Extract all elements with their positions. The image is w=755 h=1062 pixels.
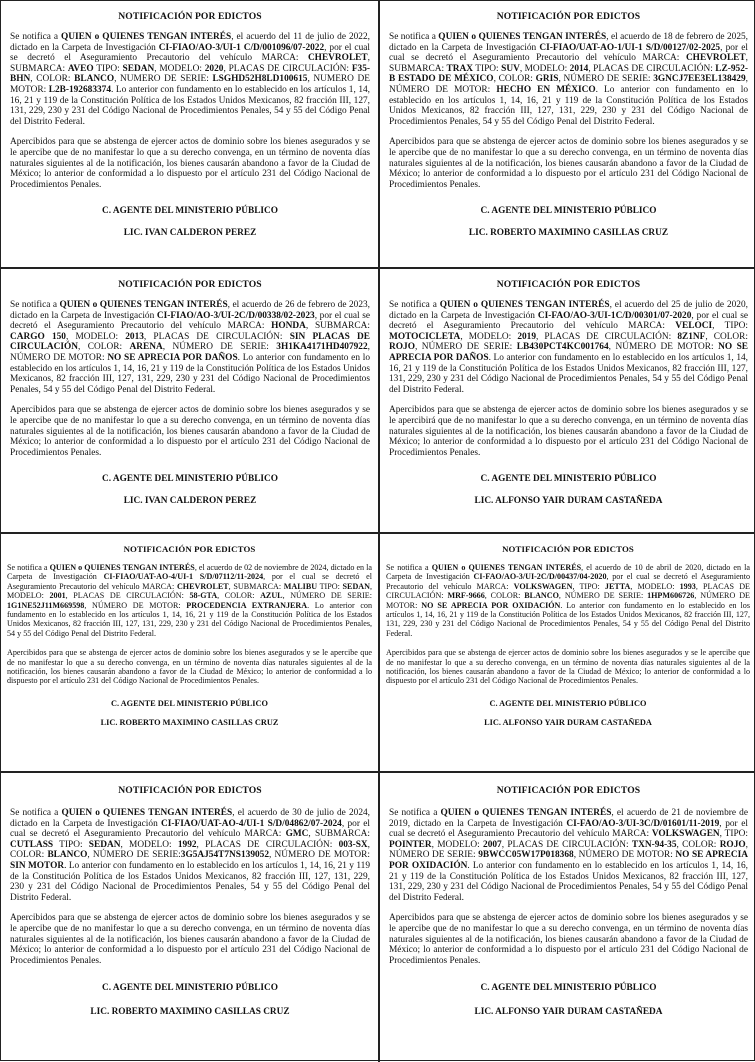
notice-text-run: , el acuerdo de 02 de noviembre de 2024, dictado en la Carpeta de Investigación (7, 563, 372, 582)
notice-text-run: , el acuerdo del 25 de julio de 2020, dictado en la Carpeta de Investigación (389, 300, 748, 321)
vehicle-color: BLANCO (47, 850, 88, 861)
notice-paragraph-1 (10, 808, 370, 903)
case-number: CI-FIAO/AO-3/UI-1 C/D/001096/07-2022 (158, 42, 325, 53)
notice-text-run: , COLOR: (30, 74, 75, 85)
vehicle-make: CHEVROLET (307, 53, 368, 64)
vehicle-color: GRIS (535, 74, 559, 85)
agent-title: C. AGENTE DEL MINISTERIO PÚBLICO (480, 206, 657, 217)
vehicle-engine: L2B-192683374 (48, 84, 112, 95)
notice-title: NOTIFICACIÓN POR EDICTOS (496, 279, 641, 290)
signer-name: LIC. ALFONSO YAIR DURAM CASTAÑEDA (474, 496, 663, 507)
notice-paragraph-1 (386, 563, 750, 638)
notice-text-run: , SUBMARCA: (389, 53, 748, 74)
notice-text-run: , SUBMARCA: (10, 53, 370, 74)
vehicle-plates: MRF-9666 (447, 591, 485, 601)
notice-text-run: , SUBMARCA: (308, 829, 370, 840)
notice-title: NOTIFICACIÓN POR EDICTOS (118, 11, 262, 22)
vehicle-make: HONDA (271, 321, 306, 332)
notice-text-run: , NÚMERO DE SERIE: (87, 850, 181, 861)
notice-text-run: , NÚMERO DE MOTOR: (386, 591, 750, 610)
notice-text-run: Se notifica a (389, 300, 440, 310)
vehicle-serial: LB430PCT4KC001764 (516, 342, 609, 353)
notice-text-run: , NÚMERO DE SERIE: (558, 74, 654, 85)
notice-text-run: , PLACAS DE CIRCULACIÓN: (196, 839, 339, 850)
notice-text-run: Se notifica a (7, 563, 50, 572)
notice-text-run: , por el cual se decretó el Aseguramiento Precautorio del vehículo MARCA: (389, 42, 748, 64)
notice-paragraph-2: Apercibidos para que se abstenga de ejercer actos de dominio sobre los bienes asegurados y se le apercibirá que de no manifestar lo que a su derecho convenga, en un término de noventa días naturales siguientes al de la notificación, los bienes causarán abandono a favor de la Ciudad de México; lo anterior de conformidad a lo dispuesto por el artículo 231 del Código Nacional de Procedimientos Penales. (389, 405, 748, 458)
notice-text-run: , NÚMERO DE MOTOR: (269, 850, 370, 861)
notice-text-run: . Lo anterior con fundamento en lo establecido en los artículos 1, 14, 16, 21 y 119 de la Constitución Política de los Estados Unidos Mexicanos, 82 fracción III, 127, 131, 229, 230 y 231 del Código Nacional de Procedimientos Penales, 54 y 55 del Código Penal del Distrito Federal. (10, 352, 370, 395)
vehicle-color: BLANCO (524, 591, 559, 601)
notice-text-run: . Lo anterior con fundamento en lo establecido en los artículos 1, 14, 16, 21 y 119 de la Constitución Política de los Estados Unidos Mexicanos, 82 fracción III, 127, 131, 229, 230 y 231 del Código Nacional de Procedimientos Penales, 54 y 55 del Código Penal del Distrito Federal. (10, 84, 371, 127)
notice-text-run: , NÚMERO DE SERIE: (414, 342, 517, 353)
notice-paragraph-2: Apercibidos para que se abstenga de ejercer actos de dominio sobre los bienes asegurados y se le apercibe que de no manifestar lo que a su derecho convenga, en un término de noventa días naturales siguientes al de la notificación, los bienes causarán abandono a favor de la Ciudad de México; lo anterior de conformidad a lo dispuesto por el artículo 231 del Código Nacional de Procedimientos Penales. (386, 648, 750, 686)
case-number: CI-FIAO/UAT-AO-4/UI-1 S/D/07112/11-2024 (103, 572, 264, 582)
vehicle-color: BLANCO (74, 74, 115, 85)
vehicle-type: SUV (501, 63, 520, 74)
vehicle-submake: AVEO (67, 63, 94, 74)
interested-parties: QUIEN o QUIENES TENGAN INTERÉS (61, 808, 233, 818)
notice-title: NOTIFICACIÓN POR EDICTOS (496, 785, 641, 796)
notice-text-run: , el acuerdo de 30 de julio de 2024, dictado en la Carpeta de Investigación (10, 808, 370, 829)
interested-parties: QUIEN o QUIENES TENGAN INTERÉS (59, 300, 228, 310)
vehicle-engine: NO SE APRECIA POR DAÑOS (107, 352, 238, 363)
notice-text-run: , MODELO: (120, 839, 178, 850)
vehicle-model-year: 2020 (204, 63, 224, 74)
notice-paragraph-2: Apercibidos para que se abstenga de ejercer actos de dominio sobre los bienes asegurados y se le apercibe que de no manifestar lo que a su derecho convenga, en un término de noventa días naturales siguientes al de la notificación, los bienes causarán abandono a favor de la Ciudad de México; lo anterior de conformidad a lo dispuesto por el artículo 231 del Código Nacional de Procedimientos Penales. (10, 405, 370, 458)
notice-text-run: , por el cual se decretó el Aseguramiento Precautorio del vehículo MARCA: (386, 572, 750, 591)
notice-text-run: , PLACAS DE CIRCULACIÓN: (386, 581, 750, 601)
agent-title: C. AGENTE DEL MINISTERIO PÚBLICO (480, 983, 657, 994)
notice-8 (378, 771, 755, 1062)
interested-parties: QUIEN o QUIENES TENGAN INTERÉS (439, 300, 610, 310)
notice-text-run: , PLACAS DE CIRCULACIÓN: (143, 331, 290, 342)
vehicle-plates: LZ-952-B ESTADO DE MÉXICO (389, 63, 748, 85)
notice-text-run: , COLOR: (78, 342, 130, 353)
vehicle-submake: CUTLASS (10, 839, 54, 850)
vehicle-type: SEDAN (342, 581, 370, 591)
vehicle-engine: HECHO EN MÉXICO (496, 84, 596, 95)
notice-text-run: , el acuerdo del 11 de julio de 2022, dictado en la Carpeta de Investigación (10, 32, 370, 53)
agent-title: C. AGENTE DEL MINISTERIO PÚBLICO (489, 698, 647, 708)
case-number: CI-FIAO/AO-3/UI-2C/D/00338/02-2023 (156, 310, 315, 321)
vehicle-serial: 1HPM606726 (647, 591, 695, 601)
notice-text-run: , NÚMERO DE SERIE: (282, 591, 372, 601)
vehicle-color: ROJO (389, 342, 415, 353)
notice-paragraph-2: Apercibidos para que se abstenga de ejercer actos de dominio sobre los bienes asegurados y se le apercibe que de no manifestar lo que a su derecho convenga, en un término de noventa días naturales siguientes al de la notificación, los bienes causarán abandono a favor de la Ciudad de México; lo anterior de conformidad a lo dispuesto por el artículo 231 del Código Nacional de Procedimientos Penales. (7, 648, 372, 686)
vehicle-make: CHEVROLET (176, 581, 229, 591)
case-number: CI-FIAO/UAT-AO-4/UI-1 S/D/04862/07-2024 (161, 818, 342, 829)
notice-2 (378, 1, 755, 267)
vehicle-make: CHEVROLET (685, 53, 746, 64)
notice-paragraph-1 (389, 808, 748, 903)
notice-paragraph-2: Apercibidos para que se abstenga de ejercer actos de dominio sobre los bienes asegurados y se le apercibe que de no manifestar lo que a su derecho convenga, en un término de noventa días naturales siguientes al de la notificación, los bienes causarán abandono a favor de la Ciudad de México; lo anterior de conformidad a lo dispuesto por el artículo 231 del Código Nacional de Procedimientos Penales. (389, 137, 748, 190)
notice-text-run: , COLOR: (705, 331, 748, 342)
notice-text-run: . Lo anterior con fundamento en lo establecido en los artículos 1, 14, 16, 21 y 119 de la Constitución Política de los Estados Unidos Mexicanos, 82 fracción III, 127, 131, 229, 230 y 231 del Código Nacional de Procedimientos Penales, 54 y 55 del Código Penal del Distrito Federal. (389, 352, 749, 395)
notice-text-run: , COLOR: (10, 839, 370, 861)
notice-4 (378, 267, 755, 532)
vehicle-type: MOTOCICLETA (389, 331, 461, 342)
notice-text-run: , el acuerdo de 18 de febrero de 2025, dictado en la Carpeta de Investigación (389, 32, 748, 53)
signer-name: LIC. ROBERTO MAXIMINO CASILLAS CRUZ (90, 1007, 290, 1018)
notice-text-run: , NÚMERO DE SERIE: (162, 342, 277, 353)
notice-text-run: , COLOR: (484, 591, 525, 601)
notice-text-run: TIPO: (93, 63, 123, 74)
vehicle-model-year: 2019 (517, 331, 537, 342)
notice-text-run: , PLACAS DE CIRCULACIÓN: (501, 839, 632, 850)
vehicle-model-year: 2007 (483, 839, 502, 850)
notice-title: NOTIFICACIÓN POR EDICTOS (123, 544, 256, 554)
notice-text-run: Se notifica a (389, 32, 439, 42)
vehicle-plates: 003-SX (338, 839, 368, 850)
notice-text-run: , TIPO: (712, 321, 748, 332)
notice-text-run: , SUBMARCA: (228, 581, 284, 591)
notice-text-run: , TIPO: (572, 581, 605, 591)
signer-name: LIC. ALFONSO YAIR DURAM CASTAÑEDA (474, 1007, 663, 1018)
vehicle-engine: SIN MOTOR (10, 860, 65, 871)
agent-title: C. AGENTE DEL MINISTERIO PÚBLICO (102, 474, 278, 485)
notice-text-run: , NÚMERO DE SERIE: (558, 591, 648, 601)
notice-text-run: , el acuerdo de 21 de noviembre de 2019, dictado en la Carpeta de Investigación (389, 808, 748, 829)
vehicle-serial: LSGHD52H8LD100615 (212, 74, 308, 85)
notice-paragraph-2: Apercibidos para que se abstenga de ejercer actos de dominio sobre los bienes asegurados y se le apercibe que de no manifestar lo que a su derecho convenga, en un término de noventa días naturales siguientes al de la notificación, los bienes causarán abandono a favor de la Ciudad de México; lo anterior de conformidad a lo dispuesto por el artículo 231 del Código Nacional de Procedimientos Penales. (389, 913, 748, 966)
notice-text-run: Se notifica a (10, 300, 60, 310)
vehicle-make: GMC (285, 829, 309, 840)
notice-text-run: TIPO: (317, 581, 343, 591)
vehicle-engine: NO SE APRECIA POR OXIDACIÓN (421, 600, 561, 610)
agent-title: C. AGENTE DEL MINISTERIO PÚBLICO (111, 698, 268, 708)
notice-text-run: , NÚMERO DE MOTOR: (608, 342, 719, 353)
notice-paragraph-2: Apercibidos para que se abstenga de ejercer actos de dominio sobre los bienes asegurados y se le apercibe que de no manifestar lo que a su derecho convenga, en un término de noventa días naturales siguientes al de la notificación, los bienes causarán abandono a favor de la Ciudad de México; lo anterior de conformidad a lo dispuesto por el artículo 231 del Código Nacional de Procedimientos Penales. (10, 913, 370, 966)
notice-6 (378, 532, 755, 771)
case-number: CI-FAO/AO-3/UI-3C/D/01601/11-2019 (566, 818, 720, 829)
case-number: CI-FAO/AO-3/UI-1C/D/00301/07-2020 (537, 310, 692, 321)
signer-name: LIC. ALFONSO YAIR DURAM CASTAÑEDA (484, 717, 652, 727)
notice-text-run: , por el cual se decretó el Aseguramiento Precautorio del vehículo MARCA: (10, 42, 370, 64)
notice-text-run: , por el cual se decretó el Aseguramiento Precautorio del vehículo MARCA: (10, 818, 370, 840)
notice-text-run: . Lo anterior con fundamento en lo establecido en los artículos 1, 14, 16, 21 y 119 de la Constitución Política de los Estados Unidos Mexicanos, 82 fracción III, 127, 131, 229, 230 y 231 del Código Nacional de Procedimientos Penales, 54 y 55 del Código Penal del Distrito Federal. (10, 860, 370, 903)
interested-parties: QUIEN o QUIENES TENGAN INTERÉS (431, 563, 582, 572)
vehicle-plates: TXN-94-35 (631, 839, 677, 850)
notice-text-run: , MODELO: (65, 331, 126, 342)
notice-text-run: , por el cual se decretó el Aseguramiento Precautorio del vehículo MARCA: (10, 310, 370, 332)
notice-text-run: , NUMERO DE MOTOR: (10, 74, 370, 95)
notice-text-run: Se notifica a (10, 32, 62, 42)
vehicle-plates: 58-GTA (189, 591, 218, 601)
notice-text-run: , PLACAS DE CIRCULACIÓN: (223, 63, 352, 74)
vehicle-color: AZUL (260, 591, 283, 601)
notice-text-run: . Lo anterior con fundamento en lo establecido en los artículos 1, 14, 16, 21 y 119 de la Constitución Política de los Estados Unidos Mexicanos, 82 fracción III, 127, 131, 229, 230 y 231 del Código Nacional de Procedimientos Penales, 54 y 55 del Código Penal del Distrito Federal. (386, 600, 750, 638)
vehicle-make: VOLKSWAGEN (513, 581, 573, 591)
vehicle-type: POINTER (389, 839, 432, 850)
notice-text-run: , PLACAS DE CIRCULACIÓN: (536, 331, 678, 342)
vehicle-model-year: 2013 (125, 331, 144, 342)
signer-name: LIC. ROBERTO MAXIMINO CASILLAS CRUZ (468, 228, 669, 239)
notice-text-run: , MODELO: (630, 581, 680, 591)
notice-text-run: , NÚMERO DE MOTOR: (573, 850, 676, 861)
notice-title: NOTIFICACIÓN POR EDICTOS (118, 279, 262, 290)
notice-text-run: , NÚMERO DE MOTOR: (389, 74, 748, 95)
notice-text-run: , MODELO: (460, 331, 518, 342)
vehicle-submake: MALIBU (283, 581, 318, 591)
notice-5 (1, 532, 378, 771)
notice-text-run: , por el cual se decretó el Aseguramiento Precautorio del vehículo MARCA: (7, 572, 372, 591)
interested-parties: QUIEN o QUIENES TENGAN INTERÉS (440, 808, 612, 818)
agent-title: C. AGENTE DEL MINISTERIO PÚBLICO (102, 206, 278, 217)
notice-text-run: , por el cual se decretó el Aseguramiento Precautorio del vehículo MARCA: (389, 818, 748, 840)
notice-text-run: , por el cual se decretó el Aseguramiento Precautorio del vehículo MARCA: (389, 310, 748, 332)
case-number: CI-FAO/AO-3/UI-2C/D/00437/04-2020 (473, 572, 607, 582)
vehicle-serial: 3GNCJ7EE3EL138429 (653, 74, 746, 85)
notice-paragraph-1 (10, 32, 370, 127)
vehicle-type: JETTA (604, 581, 631, 591)
notice-paragraph-2: Apercibidos para que se abstenga de ejercer actos de dominio sobre los bienes asegurados y se le apercibe que de no manifestar lo que a su derecho convenga, en un término de noventa días naturales siguientes al de la notificación, los bienes causarán abandono a favor de la Ciudad de México; lo anterior de conformidad a lo dispuesto por el artículo 231 del Código Nacional de Procedimientos Penales. (10, 137, 370, 190)
notice-text-run: , MODELO: (7, 581, 373, 601)
notice-text-run: Se notifica a (389, 808, 441, 818)
vehicle-model-year: 2001 (49, 591, 66, 601)
signer-name: LIC. IVAN CALDERON PEREZ (123, 228, 257, 239)
vehicle-model-year: 1993 (679, 581, 696, 591)
signer-name: LIC. IVAN CALDERON PEREZ (123, 496, 257, 507)
vehicle-make: VOLKSWAGEN (651, 829, 720, 840)
notice-text-run: Se notifica a (386, 563, 432, 572)
notice-paragraph-1 (389, 32, 748, 127)
notice-text-run: Se notifica a (10, 808, 62, 818)
notice-paragraph-1 (10, 300, 370, 395)
vehicle-submake: TRAX (446, 63, 473, 74)
vehicle-type: SEDAN (88, 839, 121, 850)
notice-text-run: , COLOR: (493, 74, 536, 85)
agent-title: C. AGENTE DEL MINISTERIO PÚBLICO (102, 983, 278, 994)
notice-text-run: . Lo anterior con fundamento en lo establecido en los artículos 1, 14, 16, 21 y 119 de la Constitución Política de los Estados Unidos Mexicanos, 82 fracción III, 127, 131, 229, 230 y 231 del Código Nacional de Procedimientos Penales, 54 y 55 del Código Penal del Distrito Federal. (7, 600, 372, 638)
notice-paragraph-1 (7, 563, 372, 638)
notice-3 (1, 267, 378, 532)
vehicle-plates: F35-BHN (10, 63, 370, 85)
notice-text-run: , NÚMERO DE MOTOR: (84, 600, 187, 610)
notice-text-run: . Lo anterior con fundamento en lo establecido en los artículos 1, 14, 16, 21 y 119 de la Constitución Política de los Estados Unidos Mexicanos, 82 fracción III, 127, 131, 229, 230 y 231 del Código Nacional de Procedimientos Penales, 54 y 55 del Código Penal del Distrito Federal. (389, 860, 748, 903)
notice-text-run: . Lo anterior con fundamento en lo establecido en los artículos 1, 14, 16, 21 y 119 de la Constitución Política de los Estados Unidos Mexicanos, 82 fracción III, 127, 131, 229, 230 y 231 del Código Nacional de Procedimientos Penales, 54 y 55 del Código Penal del Distrito Federal. (389, 84, 749, 127)
notice-text-run: , NUMERO DE SERIE: (114, 74, 213, 85)
notice-title: NOTIFICACIÓN POR EDICTOS (502, 544, 634, 554)
notice-title: NOTIFICACIÓN POR EDICTOS (496, 11, 641, 22)
notice-text-run: , MODELO: (431, 839, 484, 850)
notice-text-run: , el acuerdo de 10 de abril de 2020, dictado en la Carpeta de Investigación (386, 563, 751, 582)
vehicle-serial: 9BWCC05W17P018368 (478, 850, 574, 861)
interested-parties: QUIEN o QUIENES TENGAN INTERÉS (49, 563, 195, 572)
notice-text-run: , COLOR: (217, 591, 261, 601)
interested-parties: QUIEN o QUIENES TENGAN INTERÉS (438, 32, 607, 42)
vehicle-engine: NO SE APRECIA POR DAÑOS (389, 342, 749, 363)
interested-parties: QUIEN o QUIENES TENGAN INTERÉS (61, 32, 232, 42)
notice-text-run: , MODELO: (154, 63, 205, 74)
signer-name: LIC. ROBERTO MAXIMINO CASILLAS CRUZ (100, 717, 279, 727)
vehicle-model-year: 1992 (177, 839, 197, 850)
vehicle-engine: PROCEDENCIA EXTRANJERA (186, 600, 308, 610)
vehicle-make: VELOCI (675, 321, 713, 332)
notice-text-run: TIPO: (473, 63, 502, 74)
notice-text-run: , el acuerdo de 26 de febrero de 2023, dictado en la Carpeta de Investigación (10, 300, 370, 321)
vehicle-color: ARENA (129, 342, 163, 353)
vehicle-submake: CARGO 150 (10, 331, 66, 342)
vehicle-type: SEDAN (122, 63, 155, 74)
notice-text-run: , PLACAS DE CIRCULACIÓN: (65, 591, 190, 601)
notice-text-run: , NÚMERO DE MOTOR: (10, 342, 370, 363)
notice-1 (1, 1, 378, 267)
agent-title: C. AGENTE DEL MINISTERIO PÚBLICO (480, 474, 657, 485)
vehicle-plates: 8Z1NF (677, 331, 706, 342)
notice-title: NOTIFICACIÓN POR EDICTOS (118, 785, 262, 796)
notice-text-run: TIPO: (53, 839, 89, 850)
notice-text-run: , TIPO: (719, 829, 748, 840)
vehicle-serial: 3G5AJ54T7NS139052 (180, 850, 270, 861)
vehicle-model-year: 2014 (569, 63, 589, 74)
vehicle-color: ROJO (719, 839, 746, 850)
notice-paragraph-1 (389, 300, 748, 395)
vehicle-engine: NO SE APRECIA POR OXIDACIÓN (389, 850, 749, 871)
notice-text-run: , COLOR: (676, 839, 720, 850)
notice-7 (1, 771, 378, 1062)
case-number: CI-FIAO/UAT-AO-1/UI-1 S/D/00127/02-2025 (539, 42, 721, 53)
vehicle-plates: SIN PLACAS DE CIRCULACIÓN (10, 331, 370, 353)
notice-text-run: , PLACAS DE CIRCULACIÓN: (588, 63, 716, 74)
notice-text-run: , NÚMERO DE SERIE: (389, 839, 748, 861)
vehicle-serial: 1G1NE52J11M669598 (7, 600, 85, 610)
notice-text-run: , MODELO: (519, 63, 570, 74)
notice-text-run: , SUBMARCA: (305, 321, 370, 332)
vehicle-serial: 3H1KA4171HD407922 (276, 342, 368, 353)
